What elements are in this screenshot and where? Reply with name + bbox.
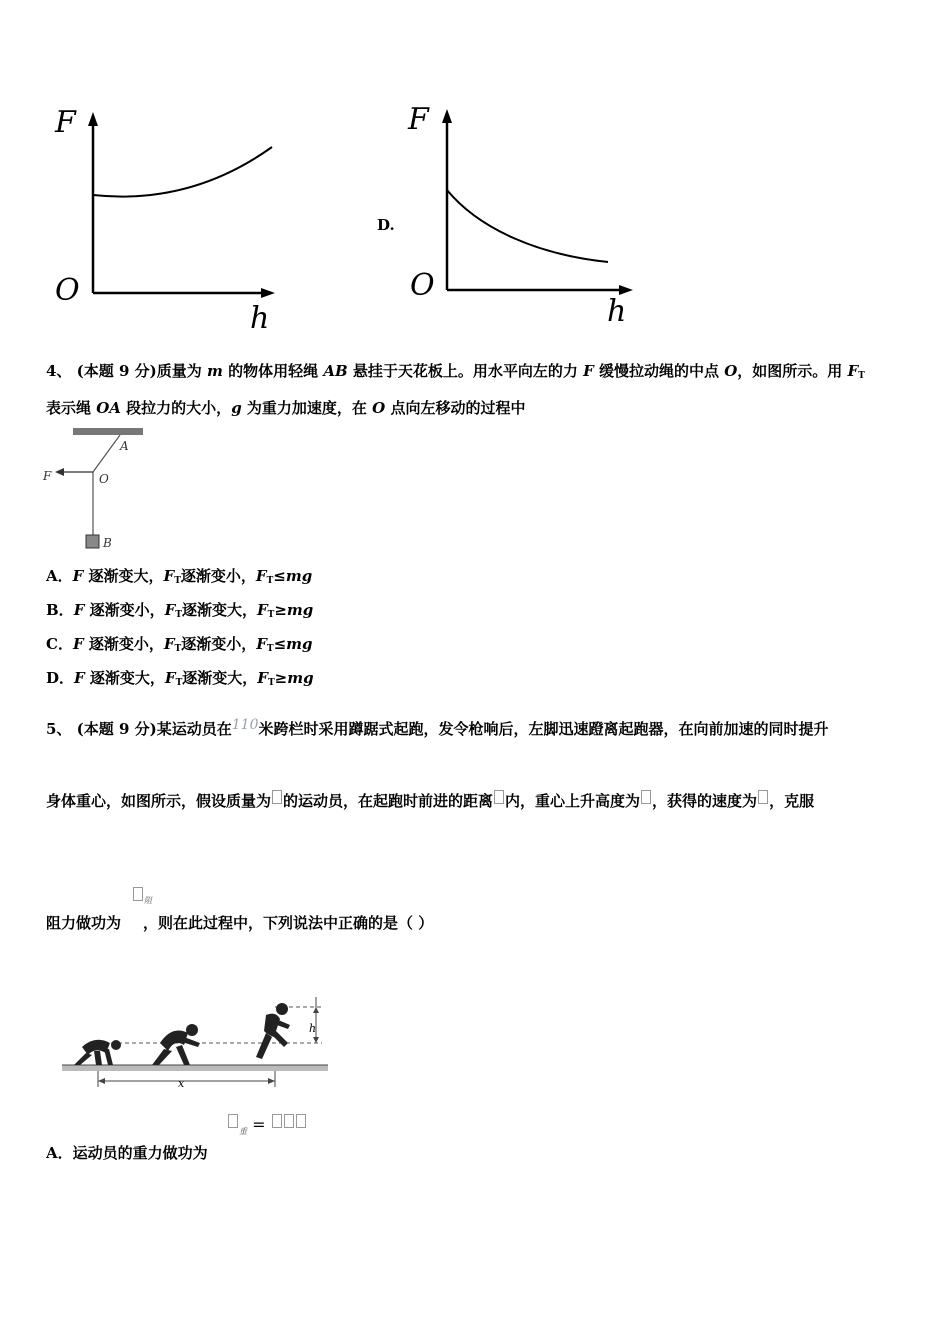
- label-f: F: [43, 469, 52, 483]
- var-ft: F: [255, 567, 267, 585]
- graph-c-x-label: h: [250, 301, 270, 335]
- graph-d-curve: [447, 190, 608, 262]
- runner-crouch: [74, 1040, 121, 1065]
- q5-text: 内，重心上升高度为: [505, 792, 641, 810]
- q4-text: 点向左移动的过程中: [385, 399, 526, 417]
- label-h: h: [309, 1022, 317, 1035]
- q5-text: 阻力做功为: [46, 914, 122, 932]
- q4-var-m: m: [206, 362, 223, 380]
- graph-d-origin: O: [410, 268, 435, 303]
- var-ft-sub: T: [175, 678, 183, 688]
- q4-var-o: O: [724, 362, 738, 380]
- q4-option-d[interactable]: [46, 668, 314, 693]
- q4-var-ab: AB: [323, 362, 348, 380]
- missing-glyph-h: [641, 790, 651, 804]
- option-text: 逐渐变小，: [83, 635, 164, 653]
- q4-score: (本题 9 分): [76, 362, 157, 380]
- q4-line-1: [46, 361, 865, 386]
- q5-text: ，获得的速度为: [652, 792, 758, 810]
- q5-figure: [60, 995, 335, 1090]
- q4-option-b[interactable]: [46, 600, 313, 625]
- var-ft: F: [256, 635, 267, 653]
- q5-number: 5、: [46, 720, 72, 738]
- var-ft-sub: T: [267, 610, 275, 620]
- label-b: B: [103, 536, 112, 550]
- var-ft-sub: T: [174, 576, 181, 586]
- var-mg: mg: [286, 635, 313, 653]
- var-ft: F: [257, 669, 268, 687]
- var-ft-sub: T: [174, 644, 182, 654]
- q4-text: 表示绳: [46, 399, 97, 417]
- option-text: 逐渐变大，: [181, 601, 257, 619]
- q5-text: 的运动员，在起跑时前进的距离: [283, 792, 494, 810]
- option-text: 逐渐变大，: [83, 567, 164, 585]
- q4-figure: [40, 425, 150, 555]
- q5-work-subscript: 阻: [144, 896, 152, 905]
- missing-glyph-h: [296, 1114, 306, 1128]
- var-f: F: [72, 567, 84, 585]
- option-text: 逐渐变大，: [182, 669, 258, 687]
- var-f: F: [74, 669, 85, 687]
- runner-rising: [152, 1024, 200, 1065]
- option-text: 逐渐变小，: [84, 601, 165, 619]
- var-ft: F: [164, 669, 176, 687]
- relation: ≤: [273, 635, 287, 653]
- graph-d-option-label: D.: [377, 216, 395, 234]
- q4-text: 缓慢拉动绳的中点: [593, 362, 725, 380]
- q4-var-oa: OA: [96, 399, 121, 417]
- option-letter: B．: [46, 601, 74, 619]
- option-letter: C．: [46, 635, 73, 653]
- var-ft: F: [163, 567, 175, 585]
- q4-number: 4、: [46, 362, 72, 380]
- graph-c: [45, 100, 285, 335]
- var-ft-sub: T: [266, 644, 274, 654]
- graph-c-x-arrow: [261, 288, 275, 298]
- var-ft-sub: T: [266, 576, 274, 586]
- var-mg: mg: [287, 669, 314, 687]
- option-letter: D．: [46, 669, 75, 687]
- option-text: 逐渐变大，: [84, 669, 165, 687]
- ceiling: [73, 428, 143, 435]
- var-ft: F: [163, 635, 175, 653]
- q5-text: ，则在此过程中，下列说法中正确的是（ ）: [143, 914, 434, 932]
- q5-score: (本题 9 分): [76, 720, 157, 738]
- q4-var-f: F: [583, 362, 594, 380]
- force-arrow-head: [55, 468, 64, 476]
- q5-line-3: [46, 913, 433, 933]
- q5-line-1: [46, 715, 829, 739]
- q4-option-c[interactable]: [46, 634, 313, 659]
- rope-oa: [93, 435, 120, 472]
- label-o: O: [99, 472, 109, 486]
- var-mg: mg: [285, 567, 313, 585]
- q5-line-2: [46, 790, 814, 811]
- relation: ≥: [274, 601, 287, 619]
- formula-subscript: 重: [239, 1127, 247, 1136]
- graph-d-x-label: h: [607, 294, 627, 329]
- q4-text: ，如图所示。用: [737, 362, 848, 380]
- runner-upright: [256, 1003, 290, 1059]
- q5-option-a[interactable]: A．运动员的重力做功为: [46, 1144, 208, 1162]
- missing-glyph-m: [272, 1114, 282, 1128]
- q4-text: 质量为: [156, 362, 207, 380]
- q5-text: 某运动员在: [156, 720, 232, 738]
- graph-d-y-label: F: [408, 102, 429, 137]
- option-text: 逐渐变小，: [180, 567, 256, 585]
- missing-glyph-w: [133, 887, 143, 901]
- var-ft-sub: T: [175, 610, 182, 620]
- var-ft: F: [164, 601, 176, 619]
- q5-text: 米跨栏时采用蹲踞式起跑，发令枪响后，左脚迅速蹬离起跑器，在向前加速的同时提升: [258, 720, 829, 738]
- var-f: F: [73, 601, 85, 619]
- graph-d: [400, 95, 640, 330]
- missing-glyph-x: [494, 790, 504, 804]
- formula-equals: =: [252, 1115, 266, 1134]
- label-a: A: [120, 439, 129, 453]
- q4-var-o: O: [372, 399, 386, 417]
- label-x: x: [178, 1077, 185, 1090]
- q4-option-a[interactable]: [46, 566, 312, 591]
- q4-text: 悬挂于天花板上。用水平向左的力: [347, 362, 584, 380]
- missing-glyph-w: [228, 1114, 238, 1128]
- ground: [62, 1065, 328, 1071]
- missing-glyph-m: [272, 790, 282, 804]
- q4-text: 的物体用轻绳: [222, 362, 324, 380]
- graph-c-origin: O: [55, 273, 80, 308]
- graph-c-y-arrow: [88, 112, 98, 126]
- graph-c-curve: [93, 147, 272, 197]
- missing-glyph-v: [758, 790, 768, 804]
- relation: ≥: [274, 669, 288, 687]
- q5-text: 身体重心，如图所示，假设质量为: [46, 792, 272, 810]
- var-ft: F: [256, 601, 268, 619]
- q5-text: ，克服: [769, 792, 815, 810]
- graph-c-y-label: F: [55, 105, 76, 140]
- q4-text: 段拉力的大小，: [120, 399, 232, 417]
- relation: ≤: [273, 567, 286, 585]
- q5-work-symbol: [132, 887, 152, 909]
- mass-block: [86, 535, 99, 548]
- missing-glyph-g: [284, 1114, 294, 1128]
- q5-num-110: 110: [231, 717, 259, 733]
- var-mg: mg: [286, 601, 314, 619]
- q4-var-g: g: [231, 399, 242, 417]
- q4-var-ft: F: [847, 362, 859, 380]
- option-text: 逐渐变小，: [181, 635, 257, 653]
- var-ft-sub: T: [267, 678, 275, 688]
- q4-line-2: [46, 398, 525, 418]
- q5-formula: [227, 1114, 307, 1142]
- var-f: F: [72, 635, 84, 653]
- graph-d-y-arrow: [442, 109, 452, 123]
- option-letter: A．: [46, 567, 73, 585]
- q4-var-ft-sub: T: [858, 371, 865, 381]
- q4-text: 为重力加速度，在: [241, 399, 373, 417]
